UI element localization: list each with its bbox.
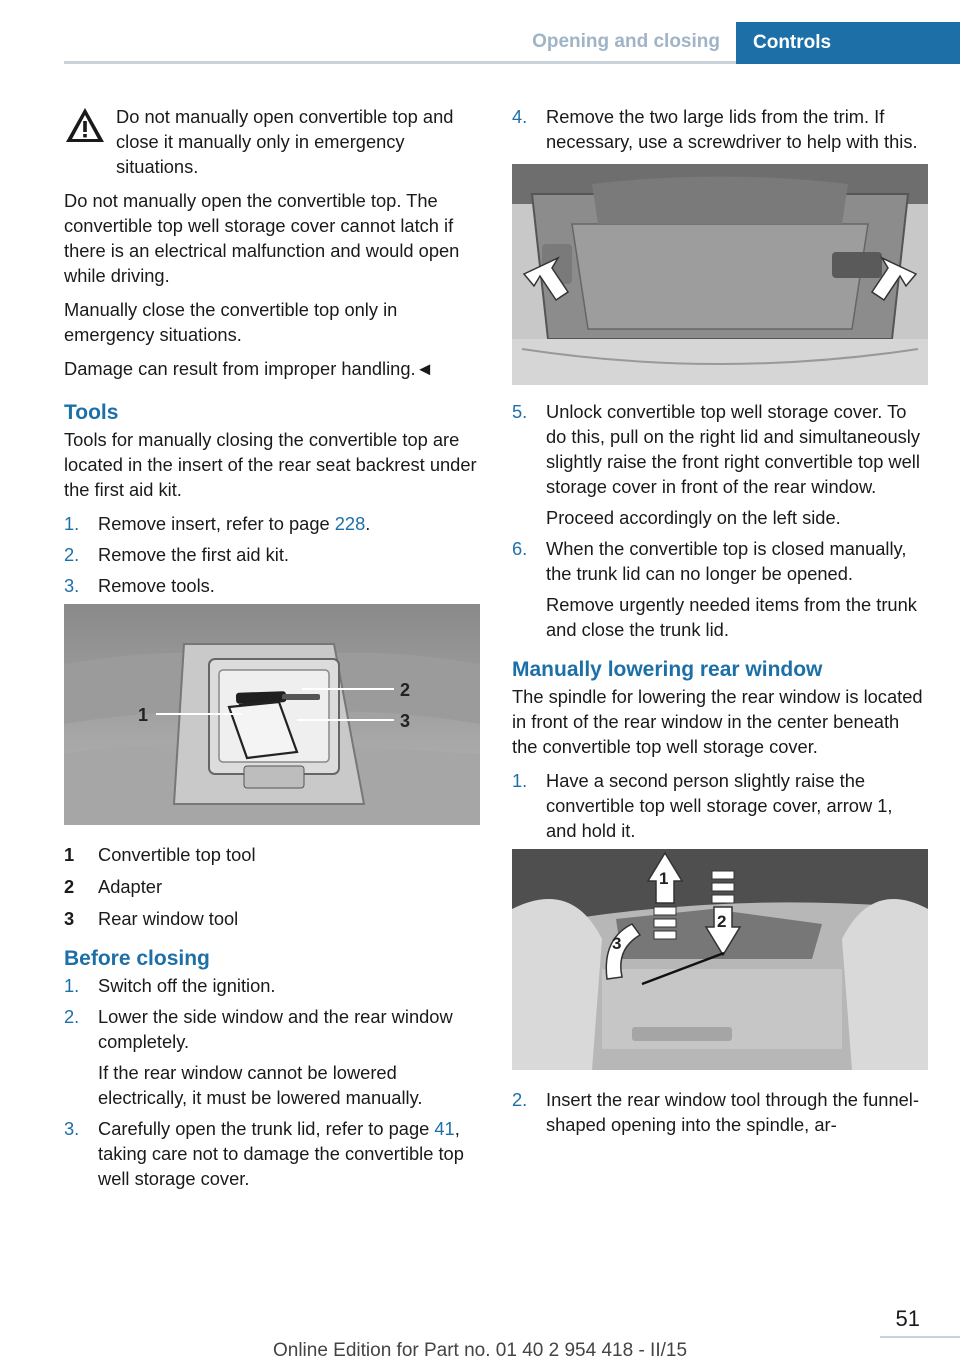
trunk-lids-figure [512, 164, 928, 385]
list-item [512, 399, 926, 530]
header-section-title: Opening and closing [532, 31, 720, 52]
rear-window-spindle-figure [512, 849, 928, 1070]
step-number: 1. [64, 513, 80, 534]
step-text: When the convertible top is closed manually, the trunk lid can no longer be opened. [546, 538, 907, 584]
right-column [512, 104, 926, 1143]
manual-rear-steps-2 [512, 1087, 926, 1137]
section-heading-before-closing: Before closing [64, 947, 210, 970]
list-item [64, 906, 478, 931]
page-reference-link[interactable]: 228 [334, 513, 366, 534]
step-number: 6. [512, 538, 528, 559]
manual-rear-intro: The spindle for lowering the rear window is located in front of the rear window in the center beneath the convertible top well storage cover. [512, 686, 923, 757]
list-item [64, 542, 478, 567]
list-item [512, 536, 926, 642]
list-item [64, 573, 478, 598]
figure-callout: 3 [400, 711, 411, 731]
step-text: Remove insert, refer to page [98, 513, 335, 534]
figure-callout: 1 [659, 869, 669, 888]
step-text: Lower the side window and the rear window completely. [98, 1006, 453, 1052]
warning-paragraph: Damage can result from improper handling.◄ [64, 358, 434, 379]
step-number: 1. [512, 770, 528, 791]
list-item [64, 1116, 478, 1191]
step-text: Insert the rear window tool through the funnel-shaped opening into the spindle, ar- [546, 1089, 919, 1135]
legend-text: Adapter [98, 876, 163, 897]
legend-text: Convertible top tool [98, 844, 256, 865]
step-number: 3. [64, 575, 80, 596]
warning-paragraph: Manually close the convertible top only in emergency situations. [64, 299, 398, 345]
list-item [64, 842, 478, 867]
step-number: 2. [64, 544, 80, 565]
step-text: , taking care not to damage the convertible top well storage cover. [98, 1118, 464, 1189]
tools-intro: Tools for manually closing the convertible top are located in the insert of the rear seat backrest under the first aid kit. [64, 429, 477, 500]
legend-text: Rear window tool [98, 908, 239, 929]
warning-title: Do not manually open convertible top and close it manually only in emergency situations. [116, 106, 454, 177]
warning-paragraph: Do not manually open the convertible top. The convertible top well storage cover cannot latch if there is an electrical malfunction and would open while driving. [64, 190, 460, 286]
step-text: Remove the two large lids from the trim. If necessary, use a screwdriver to help with this. [546, 106, 918, 152]
page-reference-link[interactable]: 41 [434, 1118, 455, 1139]
tools-steps [64, 511, 478, 598]
figure-legend [64, 842, 478, 931]
legend-number: 2 [64, 876, 75, 897]
figure-callout: 1 [138, 705, 149, 725]
list-item [512, 104, 926, 154]
list-item [64, 1004, 478, 1110]
tools-insert-figure [64, 604, 480, 825]
list-item [64, 874, 478, 899]
step-number: 2. [64, 1006, 80, 1027]
left-column [64, 104, 478, 1197]
section-heading-manual-rear-window: Manually lowering rear window [512, 658, 823, 681]
step-subtext: Remove urgently needed items from the trunk and close the trunk lid. [546, 594, 917, 640]
legend-number: 3 [64, 908, 75, 929]
step-number: 3. [64, 1118, 80, 1139]
step-text: . [365, 513, 371, 534]
section-heading-tools: Tools [64, 401, 119, 424]
figure-callout: 2 [717, 912, 727, 931]
steps-continued [512, 104, 926, 154]
step-number: 5. [512, 401, 528, 422]
list-item [64, 511, 478, 536]
steps-continued-2 [512, 399, 926, 642]
step-text: Carefully open the trunk lid, refer to page [98, 1118, 435, 1139]
step-text: Have a second person slightly raise the convertible top well storage cover, arrow 1, and hold it. [546, 770, 893, 841]
manual-rear-steps [512, 768, 926, 843]
list-item [64, 973, 478, 998]
footer-edition: Online Edition for Part no. 01 40 2 954 418 - II/15 [272, 1340, 688, 1361]
warning-triangle-icon [64, 106, 106, 144]
step-text: Remove tools. [98, 575, 215, 596]
step-text: Switch off the ignition. [98, 975, 276, 996]
list-item [512, 1087, 926, 1137]
figure-callout: 3 [612, 934, 622, 953]
step-text: Remove the first aid kit. [98, 544, 290, 565]
header-chapter-tab: Controls [736, 22, 960, 64]
step-number: 4. [512, 106, 528, 127]
warning-block [64, 104, 478, 179]
page-number: 51 [895, 1306, 920, 1331]
before-closing-steps [64, 973, 478, 1191]
step-number: 1. [64, 975, 80, 996]
footer-rule [880, 1336, 960, 1338]
figure-callout: 2 [400, 680, 411, 700]
step-number: 2. [512, 1089, 528, 1110]
legend-number: 1 [64, 844, 75, 865]
step-subtext: If the rear window cannot be lowered electrically, it must be lowered manually. [98, 1062, 423, 1108]
step-subtext: Proceed accordingly on the left side. [546, 507, 841, 528]
step-text: Unlock convertible top well storage cover. To do this, pull on the right lid and simultaneously slightly raise the front right convertible top well storage cover in front of the rear window. [546, 401, 920, 497]
list-item [512, 768, 926, 843]
